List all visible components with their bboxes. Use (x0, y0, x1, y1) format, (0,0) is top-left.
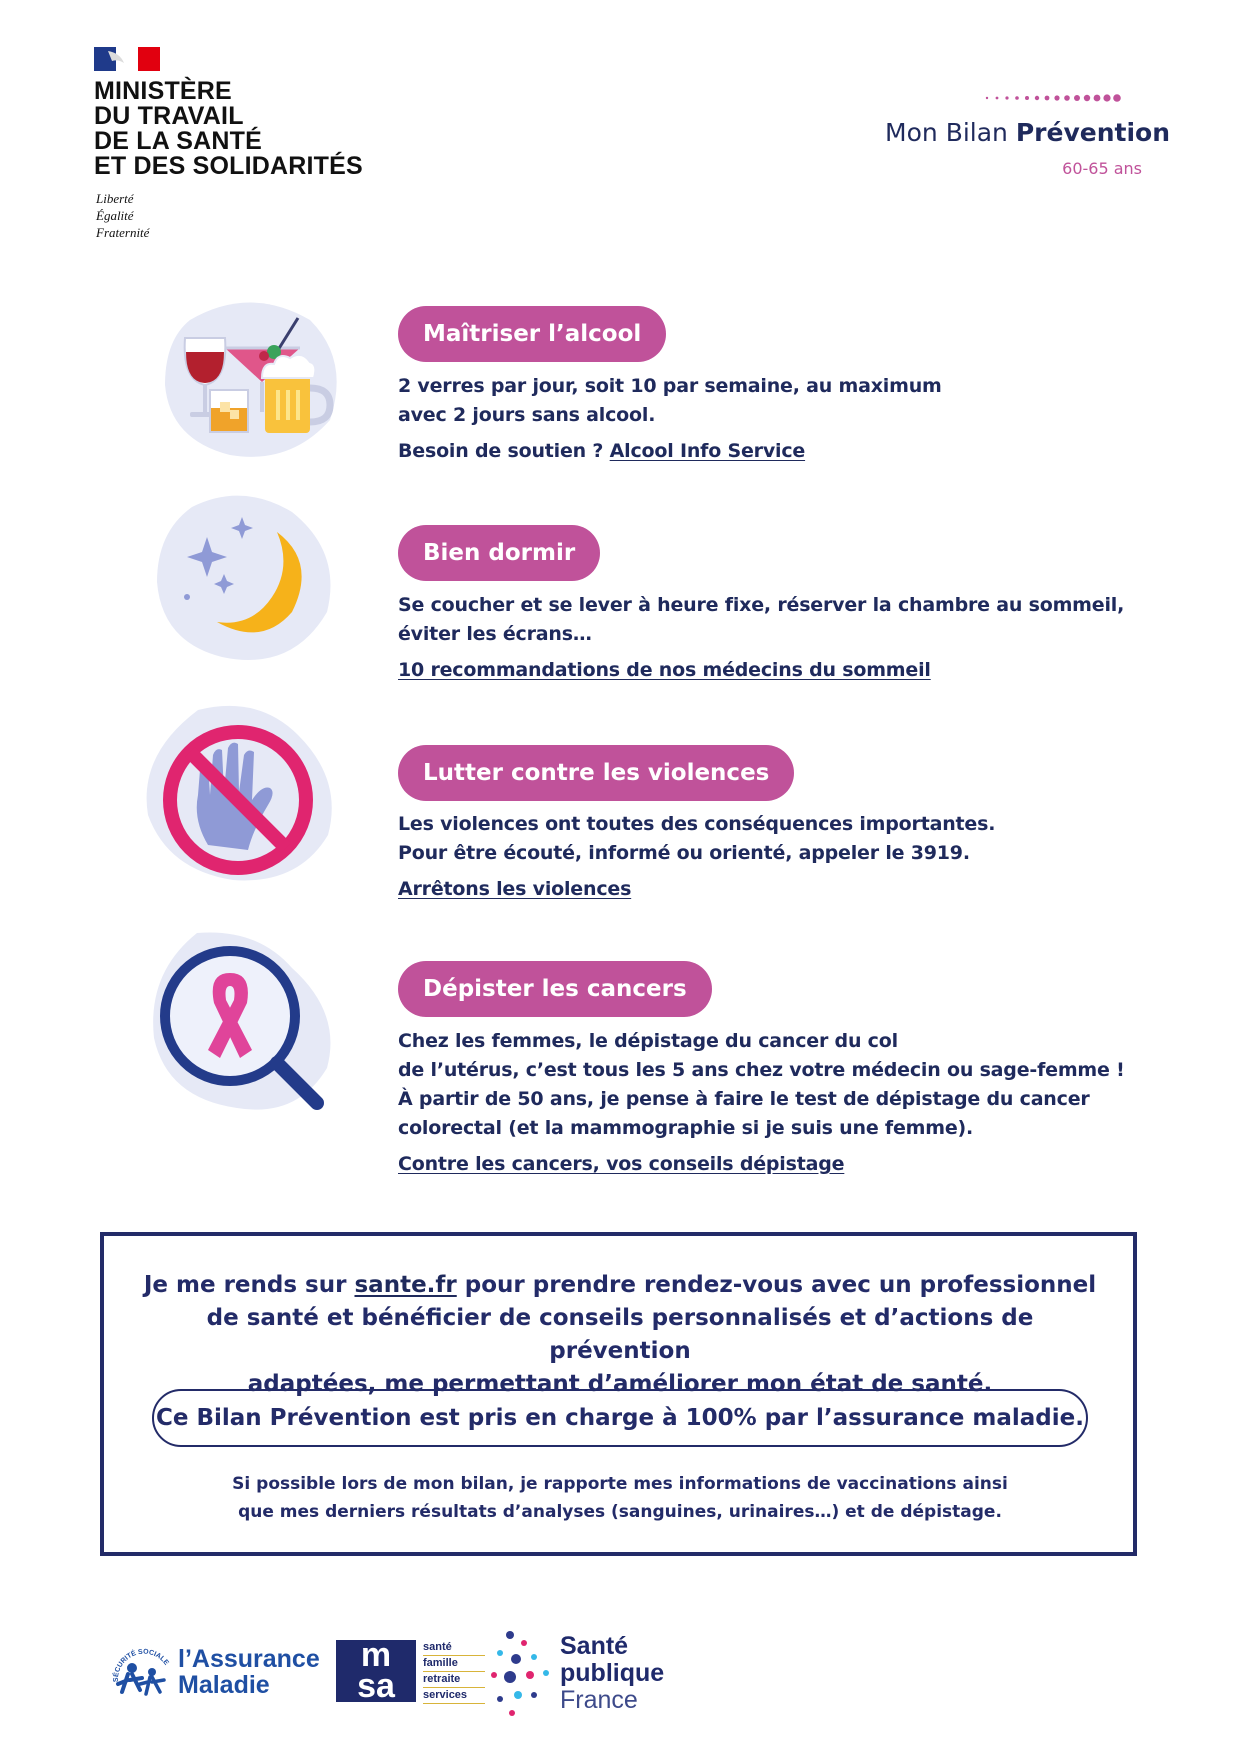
stop-violences-link[interactable]: Arrêtons les violences (398, 878, 632, 900)
msa-line: santé (423, 1640, 485, 1656)
ministry-line: MINISTÈRE (94, 77, 232, 105)
ministry-line: DU TRAVAIL (94, 102, 244, 130)
info-text: de santé et bénéficier de conseils personnalisés et d’actions de prévention (206, 1305, 1034, 1364)
body-line: Pour être écouté, informé ou orienté, appeler le 3919. (398, 842, 970, 864)
spf-line: publique (560, 1659, 665, 1687)
decorative-dots-icon (984, 94, 1144, 102)
republic-motto (96, 190, 149, 241)
section-body-alcool (398, 372, 1198, 466)
msa-line: services (423, 1688, 485, 1704)
body-line: Les violences ont toutes des conséquences importantes. (398, 813, 996, 835)
alcohol-icon (150, 290, 350, 490)
section-title-alcool: Maîtriser l’alcool (398, 306, 666, 362)
ministry-line: ET DES SOLIDARITÉS (94, 152, 363, 180)
msa-tagline (423, 1640, 485, 1704)
body-line: avec 2 jours sans alcool. (398, 404, 656, 426)
moon-icon (142, 482, 342, 682)
body-line: Chez les femmes, le dépistage du cancer du col (398, 1030, 898, 1052)
motto-line: Fraternité (96, 225, 150, 240)
brand-mon: Mon Bilan (885, 118, 1016, 147)
body-line: À partir de 50 ans, je pense à faire le test de dépistage du cancer (398, 1088, 1090, 1110)
brand-title (880, 118, 1170, 147)
info-text: adaptées, me permettant d’améliorer mon état de santé. (247, 1371, 993, 1397)
sante-fr-link[interactable]: sante.fr (354, 1272, 457, 1298)
section-title-sommeil: Bien dormir (398, 525, 600, 581)
section-title-cancers: Dépister les cancers (398, 961, 712, 1017)
assurance-maladie-logo (178, 1646, 320, 1698)
section-body-violences (398, 810, 1198, 904)
body-line: Se coucher et se lever à heure fixe, réserver la chambre au sommeil, (398, 594, 1125, 616)
body-line: éviter les écrans… (398, 623, 592, 645)
msa-line: famille (423, 1656, 485, 1672)
section-body-sommeil (398, 591, 1198, 685)
section-title-violences: Lutter contre les violences (398, 745, 794, 801)
motto-line: Liberté (96, 191, 134, 206)
note-line: que mes derniers résultats d’analyses (sanguines, urinaires…) et de dépistage. (238, 1502, 1002, 1522)
sleep-recommendations-link[interactable]: 10 recommandations de nos médecins du sommeil (398, 659, 931, 681)
section-body-cancers (398, 1027, 1218, 1179)
msa-letters (336, 1636, 416, 1705)
brand-age: 60-65 ans (1062, 159, 1142, 178)
body-line: colorectal (et la mammographie si je suis une femme). (398, 1117, 974, 1139)
info-note (140, 1470, 1100, 1526)
msa-letter: sa (357, 1667, 395, 1705)
am-line: Maladie (178, 1671, 270, 1699)
am-line: l’Assurance (178, 1645, 320, 1673)
body-line: 2 verres par jour, soit 10 par semaine, au maximum (398, 375, 942, 397)
ribbon-magnifier-icon (142, 928, 342, 1128)
alcool-info-service-link[interactable]: Alcool Info Service (609, 440, 806, 462)
motto-line: Égalité (96, 208, 134, 223)
coverage-pill: Ce Bilan Prévention est pris en charge à 100% par l’assurance maladie. (152, 1389, 1088, 1447)
french-flag-icon (94, 47, 160, 71)
ministry-line: DE LA SANTÉ (94, 127, 262, 155)
sante-publique-france-icon (488, 1625, 556, 1725)
am-ring-text: SÉCURITÉ SOCIALE (112, 1648, 170, 1683)
brand-prevention: Prévention (1015, 118, 1170, 147)
note-line: Si possible lors de mon bilan, je rapporte mes informations de vaccinations ainsi (232, 1474, 1008, 1494)
info-text: pour prendre rendez-vous avec un professionnel (456, 1272, 1097, 1298)
sante-publique-france-logo (560, 1633, 664, 1714)
spf-line: Santé (560, 1632, 629, 1660)
support-prefix: Besoin de soutien ? (398, 440, 610, 462)
cancer-screening-link[interactable]: Contre les cancers, vos conseils dépistage (398, 1153, 845, 1175)
info-main-text (140, 1269, 1100, 1401)
msa-letter: m (360, 1636, 392, 1674)
msa-line: retraite (423, 1672, 485, 1688)
body-line: de l’utérus, c’est tous les 5 ans chez votre médecin ou sage-femme ! (398, 1059, 1125, 1081)
spf-line: France (560, 1686, 638, 1714)
stop-violence-icon (138, 700, 338, 900)
assurance-maladie-icon (108, 1640, 176, 1708)
info-text: Je me rends sur (143, 1272, 355, 1298)
ministry-name (94, 79, 363, 179)
